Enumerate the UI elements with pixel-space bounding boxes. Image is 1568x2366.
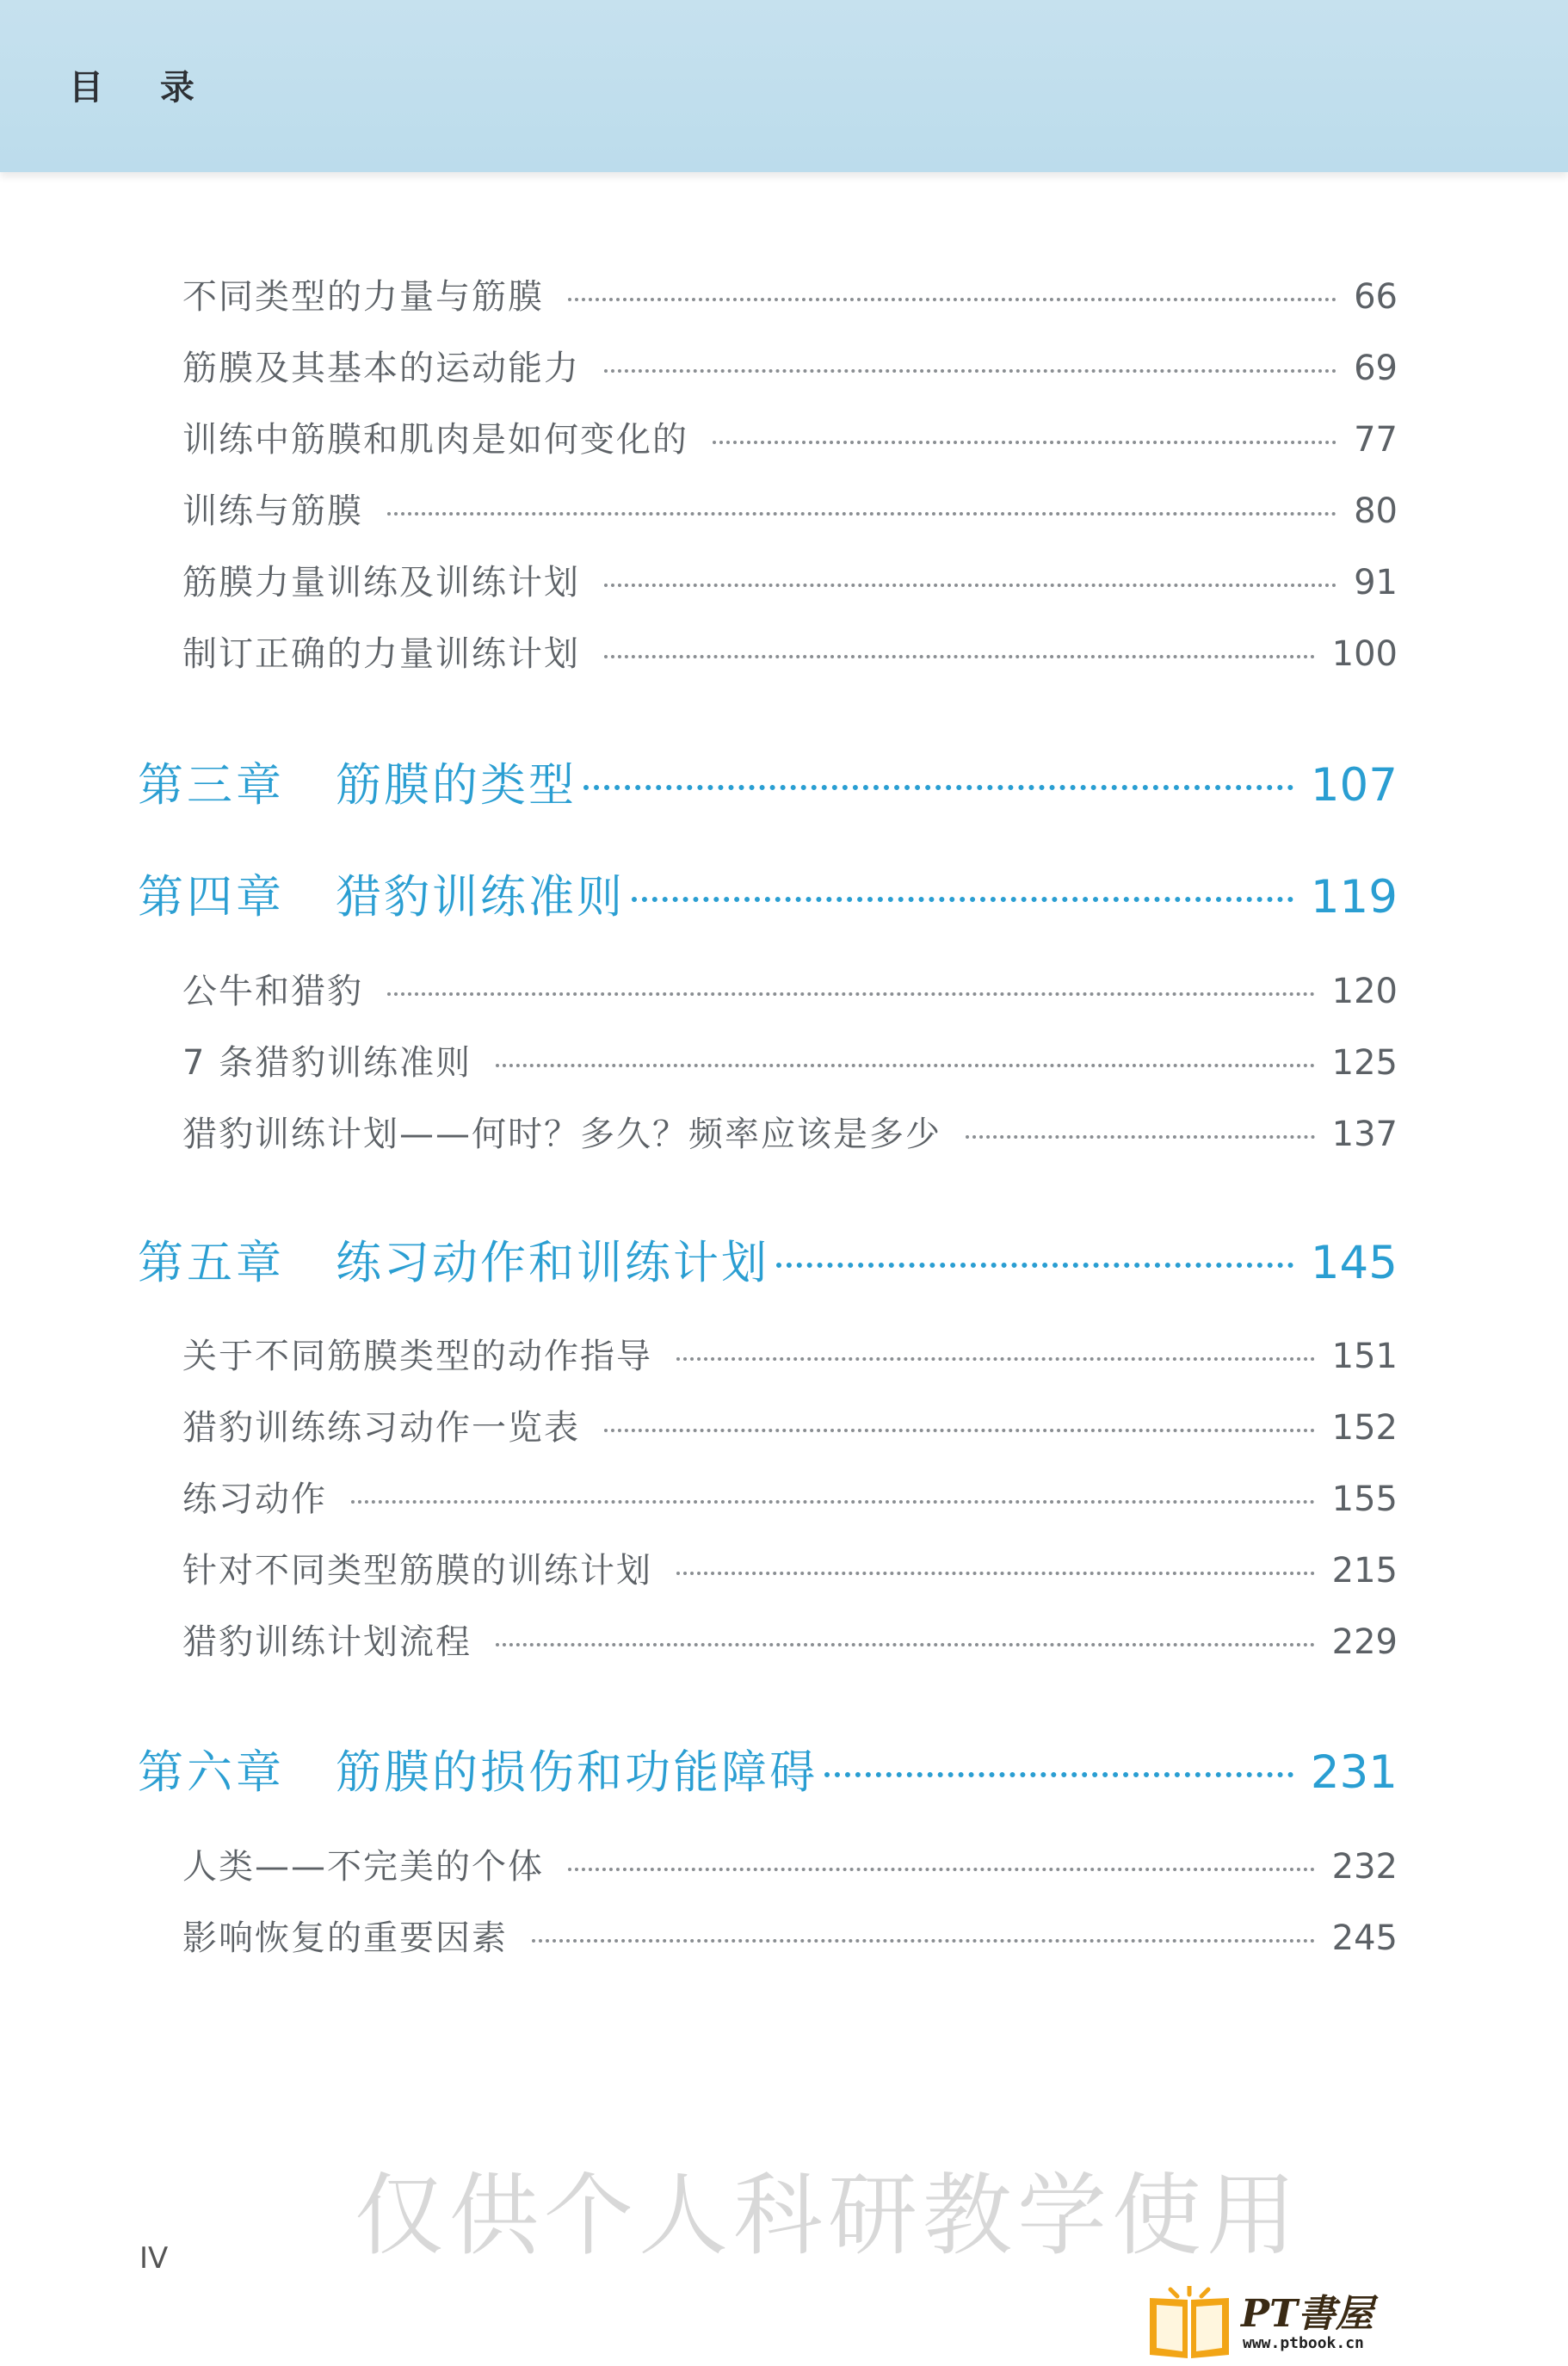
dot-leader xyxy=(532,1939,1315,1943)
toc-entry-title: 猎豹训练练习动作一览表 xyxy=(182,1408,580,1448)
toc-entry-page: 232 xyxy=(1331,1847,1398,1887)
toc-entry-title: 关于不同筋膜类型的动作指导 xyxy=(182,1337,652,1376)
dot-leader xyxy=(776,1263,1293,1268)
dot-leader xyxy=(676,1357,1315,1361)
dot-leader xyxy=(676,1572,1315,1575)
chapter-title: 猎豹训练准则 xyxy=(336,871,625,924)
toc-entry-page: 215 xyxy=(1331,1551,1398,1591)
dot-leader xyxy=(966,1135,1315,1139)
logo-text: PT書屋 xyxy=(1241,2292,1374,2336)
toc-entry[interactable] xyxy=(182,1400,1398,1449)
chapter-title: 练习动作和训练计划 xyxy=(336,1237,769,1289)
chapter-label: 第三章 xyxy=(138,759,285,812)
toc-entry-title: 7 条猎豹训练准则 xyxy=(182,1043,472,1083)
toc-entry-page: 80 xyxy=(1354,491,1398,531)
toc-entry[interactable] xyxy=(182,1839,1398,1888)
page-header-title: 目 录 xyxy=(69,68,217,108)
dot-leader xyxy=(604,1429,1315,1432)
logo-url: www.ptbook.cn xyxy=(1243,2334,1364,2352)
toc-entry-page: 245 xyxy=(1331,1918,1398,1958)
dot-leader xyxy=(824,1772,1293,1777)
toc-entry-title: 猎豹训练计划——何时？多久？频率应该是多少 xyxy=(182,1115,941,1154)
toc-chapter[interactable] xyxy=(138,749,1398,814)
toc-entry-title: 筋膜及其基本的运动能力 xyxy=(182,349,580,388)
toc-entry[interactable] xyxy=(182,555,1398,604)
toc-entry-title: 影响恢复的重要因素 xyxy=(182,1918,508,1958)
chapter-label: 第六章 xyxy=(138,1746,285,1799)
dot-leader xyxy=(568,298,1337,301)
toc-entry-title: 猎豹训练计划流程 xyxy=(182,1622,472,1662)
toc-entry-page: 69 xyxy=(1354,349,1398,388)
dot-leader xyxy=(351,1500,1315,1504)
chapter-page: 107 xyxy=(1310,759,1398,812)
toc-chapter[interactable] xyxy=(138,861,1398,926)
toc-entry-title: 不同类型的力量与筋膜 xyxy=(182,277,544,317)
watermark-text: 仅供个人科研教学使用 xyxy=(355,2163,1302,2268)
toc-entry[interactable] xyxy=(182,1329,1398,1378)
dot-leader xyxy=(713,441,1337,444)
toc-entry-page: 137 xyxy=(1331,1115,1398,1154)
toc-entry-page: 120 xyxy=(1331,972,1398,1011)
page-header-band xyxy=(0,0,1568,172)
open-book-icon xyxy=(1146,2286,1232,2358)
toc-entry-page: 66 xyxy=(1354,277,1398,317)
dot-leader xyxy=(496,1064,1314,1067)
toc-entry-title: 训练与筋膜 xyxy=(182,491,363,531)
toc-entry-title: 练习动作 xyxy=(182,1480,327,1519)
toc-entry-title: 制订正确的力量训练计划 xyxy=(182,634,580,674)
chapter-page: 119 xyxy=(1310,871,1398,924)
toc-entry-title: 训练中筋膜和肌肉是如何变化的 xyxy=(182,420,688,460)
toc-entry[interactable] xyxy=(182,1911,1398,1960)
toc-chapter[interactable] xyxy=(138,1736,1398,1801)
dot-leader xyxy=(568,1868,1315,1871)
toc-entry-page: 125 xyxy=(1331,1043,1398,1083)
toc-entry-title: 针对不同类型筋膜的训练计划 xyxy=(182,1551,652,1591)
page-folio: IV xyxy=(139,2241,169,2276)
dot-leader xyxy=(604,655,1315,658)
chapter-label: 第四章 xyxy=(138,871,285,924)
toc-entry[interactable] xyxy=(182,1472,1398,1521)
toc-entry[interactable] xyxy=(182,484,1398,533)
dot-leader xyxy=(496,1643,1315,1646)
site-logo xyxy=(1146,2281,1396,2363)
toc-entry-page: 229 xyxy=(1331,1622,1398,1662)
toc-entry[interactable] xyxy=(182,1615,1398,1664)
toc-entry[interactable] xyxy=(182,1035,1398,1084)
toc-entry-title: 公牛和猎豹 xyxy=(182,972,363,1011)
chapter-label: 第五章 xyxy=(138,1237,285,1289)
toc-entry-title: 人类——不完美的个体 xyxy=(182,1847,544,1887)
chapter-page: 145 xyxy=(1310,1237,1398,1289)
toc-entry[interactable] xyxy=(182,412,1398,461)
toc-entry-page: 155 xyxy=(1331,1480,1398,1519)
toc-entry-page: 151 xyxy=(1331,1337,1398,1376)
dot-leader xyxy=(632,897,1293,902)
toc-entry[interactable] xyxy=(182,269,1398,318)
toc-entry[interactable] xyxy=(182,1543,1398,1592)
toc-entry-title: 筋膜力量训练及训练计划 xyxy=(182,563,580,602)
toc-entry-page: 100 xyxy=(1331,634,1398,674)
dot-leader xyxy=(604,369,1337,373)
dot-leader xyxy=(387,512,1337,516)
dot-leader xyxy=(387,992,1315,996)
toc-entry[interactable] xyxy=(182,341,1398,390)
toc-entry[interactable] xyxy=(182,627,1398,676)
chapter-title: 筋膜的类型 xyxy=(336,759,577,812)
toc-entry-page: 77 xyxy=(1354,420,1398,460)
dot-leader xyxy=(583,785,1293,790)
toc-entry[interactable] xyxy=(182,964,1398,1013)
chapter-page: 231 xyxy=(1310,1746,1398,1799)
chapter-title: 筋膜的损伤和功能障碍 xyxy=(336,1746,818,1799)
toc-entry[interactable] xyxy=(182,1107,1398,1156)
dot-leader xyxy=(604,584,1337,587)
toc-entry-page: 152 xyxy=(1331,1408,1398,1448)
toc-entry-page: 91 xyxy=(1354,563,1398,602)
toc-chapter[interactable] xyxy=(138,1226,1398,1292)
